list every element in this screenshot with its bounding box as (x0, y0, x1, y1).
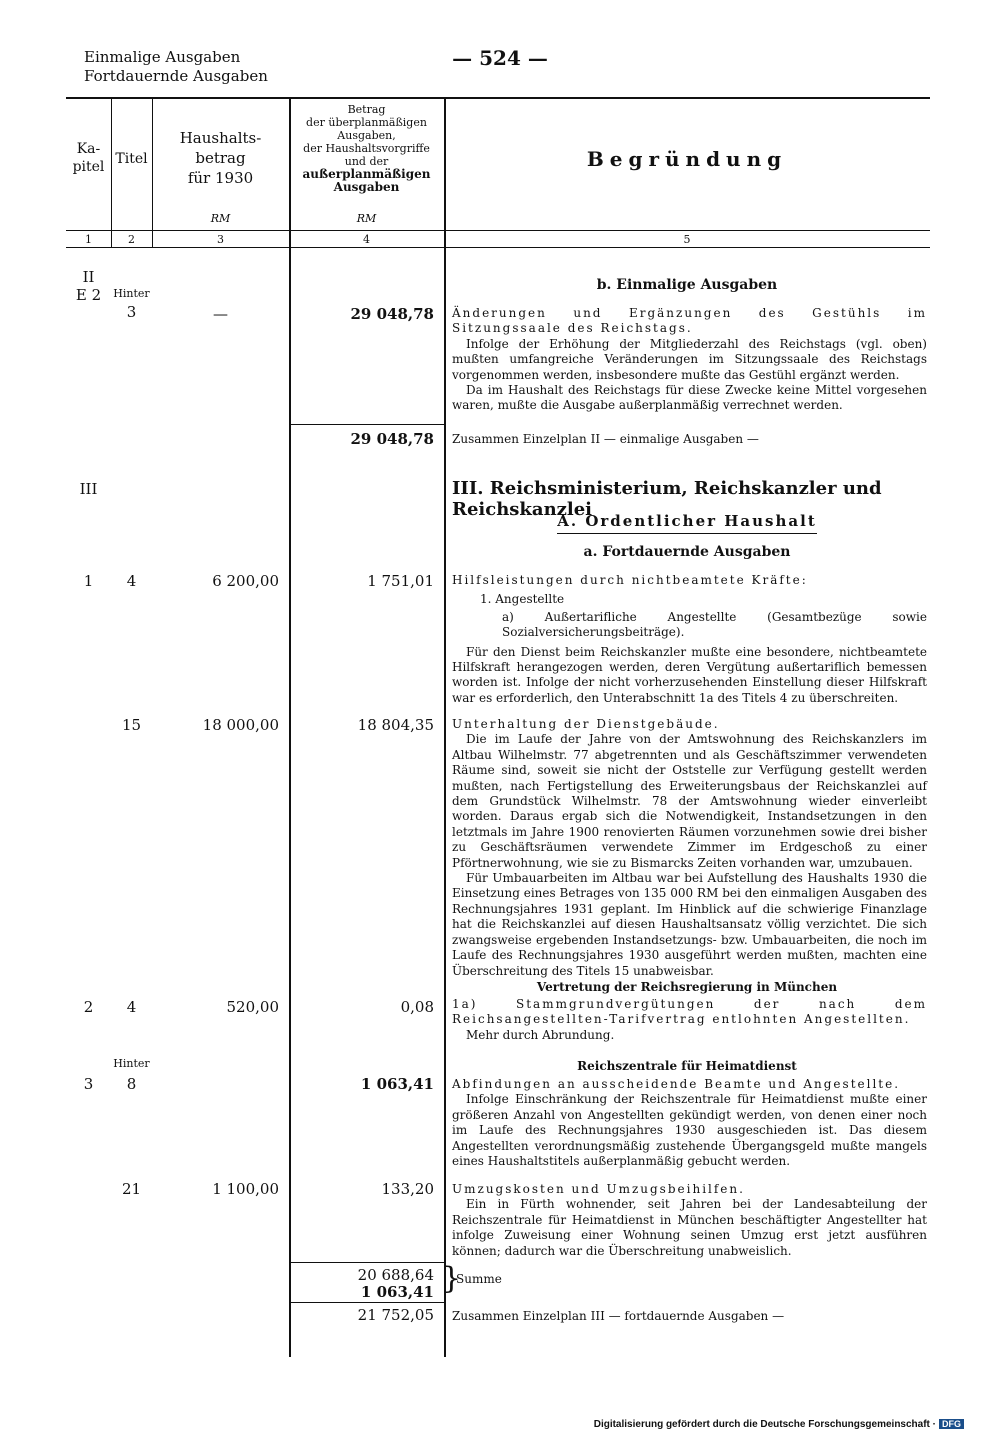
entry-row4-para: Infolge Einschränkung der Reichszentrale für Heimatdienst mußte einer größeren Anzahl von Angestellten gekündigt werden, von denen einer noch im Laufe des Rechnungsjahres 1930 ausgeschieden ist. Das diesem Angestellten verordnungsmäßig zustehende Übergangsgeld mußte mangels eines Haushaltstitels außerplanmäßig gebucht werden. (452, 1092, 927, 1169)
entry-row1 (452, 573, 927, 706)
entry-row2 (452, 717, 927, 979)
kapitel-row3: 2 (83, 998, 94, 1016)
heading-fortdauernde-ausgaben: a. Fortdauernde Ausgaben (583, 544, 791, 560)
entry-row5-para: Ein in Fürth wohnender, seit Jahren bei der Landesabteilung der Reichszentrale für Heimatdienst in München beschäftigter Angestellter hat infolge Zuweisung einer Wohnung seinen Umzug erst jetzt ausführen können; dadurch war die Überschreitung unabweislich. (452, 1197, 927, 1258)
sum-amount-2: 1 063,41 (360, 1283, 434, 1301)
entry-row1-title: Hilfsleistungen durch nichtbeamtete Kräfte: (452, 573, 808, 587)
titel-II: 3 (126, 303, 137, 321)
colhead-unit-4: RM (356, 212, 377, 225)
entry-row5-title: Umzugskosten und Umzugsbeihilfen. (452, 1182, 745, 1196)
sum-amount-1: 20 688,64 (357, 1266, 434, 1284)
colnum-4: 4 (363, 233, 370, 246)
amount-row2: 18 804,35 (357, 716, 434, 734)
betrag-II: — (213, 305, 228, 323)
header-left-line1: Einmalige Ausgaben (84, 48, 241, 66)
header-bottom-rule (66, 230, 930, 231)
entry-row1-para: Für den Dienst beim Reichskanzler mußte eine besondere, nichtbeamtete Hilfskraft herangezogen werden, deren Vergütung außertariflich bemessen worden ist. Infolge der nicht vorherzusehenden Einstellung dieser Hilfskraft war es erforderlich, den Unterabschnitt 1a des Titels 4 zu überschreiten. (452, 644, 927, 705)
amount-II: 29 048,78 (350, 305, 434, 323)
page-number: — 524 — (452, 46, 548, 70)
titel-row4: 8 (126, 1075, 137, 1093)
amount-row4: 1 063,41 (360, 1075, 434, 1093)
kapitel-II: II E 2 (75, 268, 102, 304)
colnum-3: 3 (217, 233, 224, 246)
entry-row4 (452, 1077, 927, 1169)
sum-rule-top (289, 1262, 444, 1263)
total-amount-III: 21 752,05 (357, 1306, 434, 1324)
total-text-III: Zusammen Einzelplan III — fortdauernde Ausgaben — (452, 1309, 785, 1323)
titel-row1: 4 (126, 572, 137, 590)
digitization-credit (594, 1419, 964, 1430)
col-divider-1 (111, 97, 112, 247)
colhead-titel: Titel (115, 151, 148, 167)
titel-row2: 15 (121, 716, 142, 734)
titel-row3: 4 (126, 998, 137, 1016)
entry-II-para1: Infolge der Erhöhung der Mitgliederzahl des Reichstags (vgl. oben) mußten umfangreiche Veränderungen im Sitzungssaale des Reichstags vorgenommen werden, insbesondere mußte das Gestühl ergänzt werden. (452, 336, 927, 382)
betrag-row3: 520,00 (226, 998, 279, 1016)
colnum-2: 2 (128, 233, 135, 246)
heading-einmalige-ausgaben: b. Einmalige Ausgaben (596, 277, 778, 293)
total-text-II: Zusammen Einzelplan II — einmalige Ausgaben — (452, 432, 759, 446)
heading-heimatdienst: Reichszentrale für Heimatdienst (577, 1059, 797, 1073)
betrag-row2: 18 000,00 (202, 716, 279, 734)
heading-vertretung-muenchen: Vertretung der Reichsregierung in München (536, 980, 838, 994)
entry-row5 (452, 1182, 927, 1259)
entry-II (452, 306, 927, 414)
colhead-unit-3: RM (210, 212, 231, 225)
running-header (84, 48, 268, 86)
titel-prefix-II: Hinter (113, 287, 150, 300)
entry-row1-item1: 1. Angestellte (480, 592, 565, 607)
titel-row5: 21 (121, 1180, 142, 1198)
colhead-betrag-bold: außerplanmäßigen Ausgaben (302, 167, 431, 194)
entry-row2-para2: Für Umbauarbeiten im Altbau war bei Aufstellung des Haushalts 1930 die Einsetzung eines Betrages von 135 000 RM bei den einmaligen Ausgaben des Rechnungsjahres 1931 geplant. Im Hinblick auf die schwierige Finanzlage hat die Reichskanzlei auf diesen Haushaltsansatz völlig verzichtet. Die sich zwangsweise ergebenden Instandsetzungs- bzw. Umbauarbeiten, die noch im Laufe des Rechnungsjahres 1930 ausgeführt werden mußten, machten eine Überschreitung des Titels 15 unabweisbar. (452, 871, 927, 978)
sum-rule-bottom (289, 1302, 444, 1303)
entry-row2-title: Unterhaltung der Dienstgebäude. (452, 717, 720, 731)
colhead-kapitel: Ka- pitel (72, 141, 105, 175)
table-top-rule (66, 97, 930, 99)
kapitel-row4: 3 (83, 1075, 94, 1093)
sum-label: Summe (456, 1272, 502, 1286)
colnum-5: 5 (683, 233, 691, 246)
entry-row3-title: 1a) Stammgrundvergütungen der nach dem Reichsangestellten-Tarifvertrag entlohnten Angestellten. (452, 997, 927, 1027)
brace-icon: } (442, 1261, 462, 1296)
entry-II-title: Änderungen und Ergänzungen des Gestühls im Sitzungssaale des Reichstags. (452, 306, 927, 336)
colnum-bottom-rule (66, 247, 930, 248)
entry-row3-para: Mehr durch Abrundung. (466, 1027, 615, 1042)
sum-rule-II (289, 424, 444, 425)
section-III-subtitle-text: A. Ordentlicher Haushalt (557, 512, 817, 534)
colhead-haushaltsbetrag: Haushalts- betrag für 1930 (179, 129, 262, 187)
kapitel-III: III (79, 480, 98, 498)
amount-row1: 1 751,01 (367, 572, 434, 590)
kapitel-row1: 1 (83, 572, 94, 590)
betrag-row1: 6 200,00 (212, 572, 279, 590)
titel-prefix-row4: Hinter (113, 1057, 150, 1070)
amount-row5: 133,20 (381, 1180, 434, 1198)
colhead-betrag: Betrag der überplanmäßigen Ausgaben, der Haushaltsvorgriffe und der (303, 103, 430, 168)
betrag-row5: 1 100,00 (212, 1180, 279, 1198)
section-III-subtitle (444, 512, 930, 530)
entry-row3 (452, 997, 927, 1043)
header-left-line2: Fortdauernde Ausgaben (84, 67, 268, 85)
total-amount-II: 29 048,78 (350, 430, 434, 448)
colhead-begruendung: Begründung (586, 147, 788, 171)
entry-II-para2: Da im Haushalt des Reichstags für diese Zwecke keine Mittel vorgesehen waren, mußte die Ausgabe außerplanmäßig verrechnet werden. (452, 383, 927, 413)
amount-row3: 0,08 (400, 998, 434, 1016)
section-III-title: III. Reichsministerium, Reichskanzler und Reichskanzlei (452, 478, 882, 520)
colnum-1: 1 (85, 233, 92, 246)
entry-row2-para1: Die im Laufe der Jahre von der Amtswohnung des Reichskanzlers im Altbau Wilhelmstr. 77 abgetrennten und als Geschäftszimmer verwendeten Räume sind, soweit sie nicht der Oststelle zur Verfügung gestellt werden mußten, nach Fertigstellung des Erweiterungsbaus der Reichskanzlei auf dem Grundstück Wilhelmstr. 78 der Amtswohnung wieder einverleibt worden. Daraus ergab sich die Notwendigkeit, Instandsetzungen in den letztmals im Jahre 1900 renovierten Räumen vorzunehmen sowie drei bisher zu Geschäftsräumen verwendete Zimmer im Erdgeschoß zu einer Pförtnerwohnung, wie sie zu Bismarcks Zeiten vorhanden war, umzubauen. (452, 732, 927, 870)
entry-row1-item1a: a) Außertarifliche Angestellte (Gesamtbezüge sowie Sozialversicherungsbeiträge). (502, 609, 927, 640)
entry-row4-title: Abfindungen an ausscheidende Beamte und Angestellte. (452, 1077, 901, 1091)
footer-text: Digitalisierung gefördert durch die Deutsche Forschungsgemeinschaft · (593, 1419, 936, 1430)
dfg-logo: DFG (939, 1419, 964, 1429)
